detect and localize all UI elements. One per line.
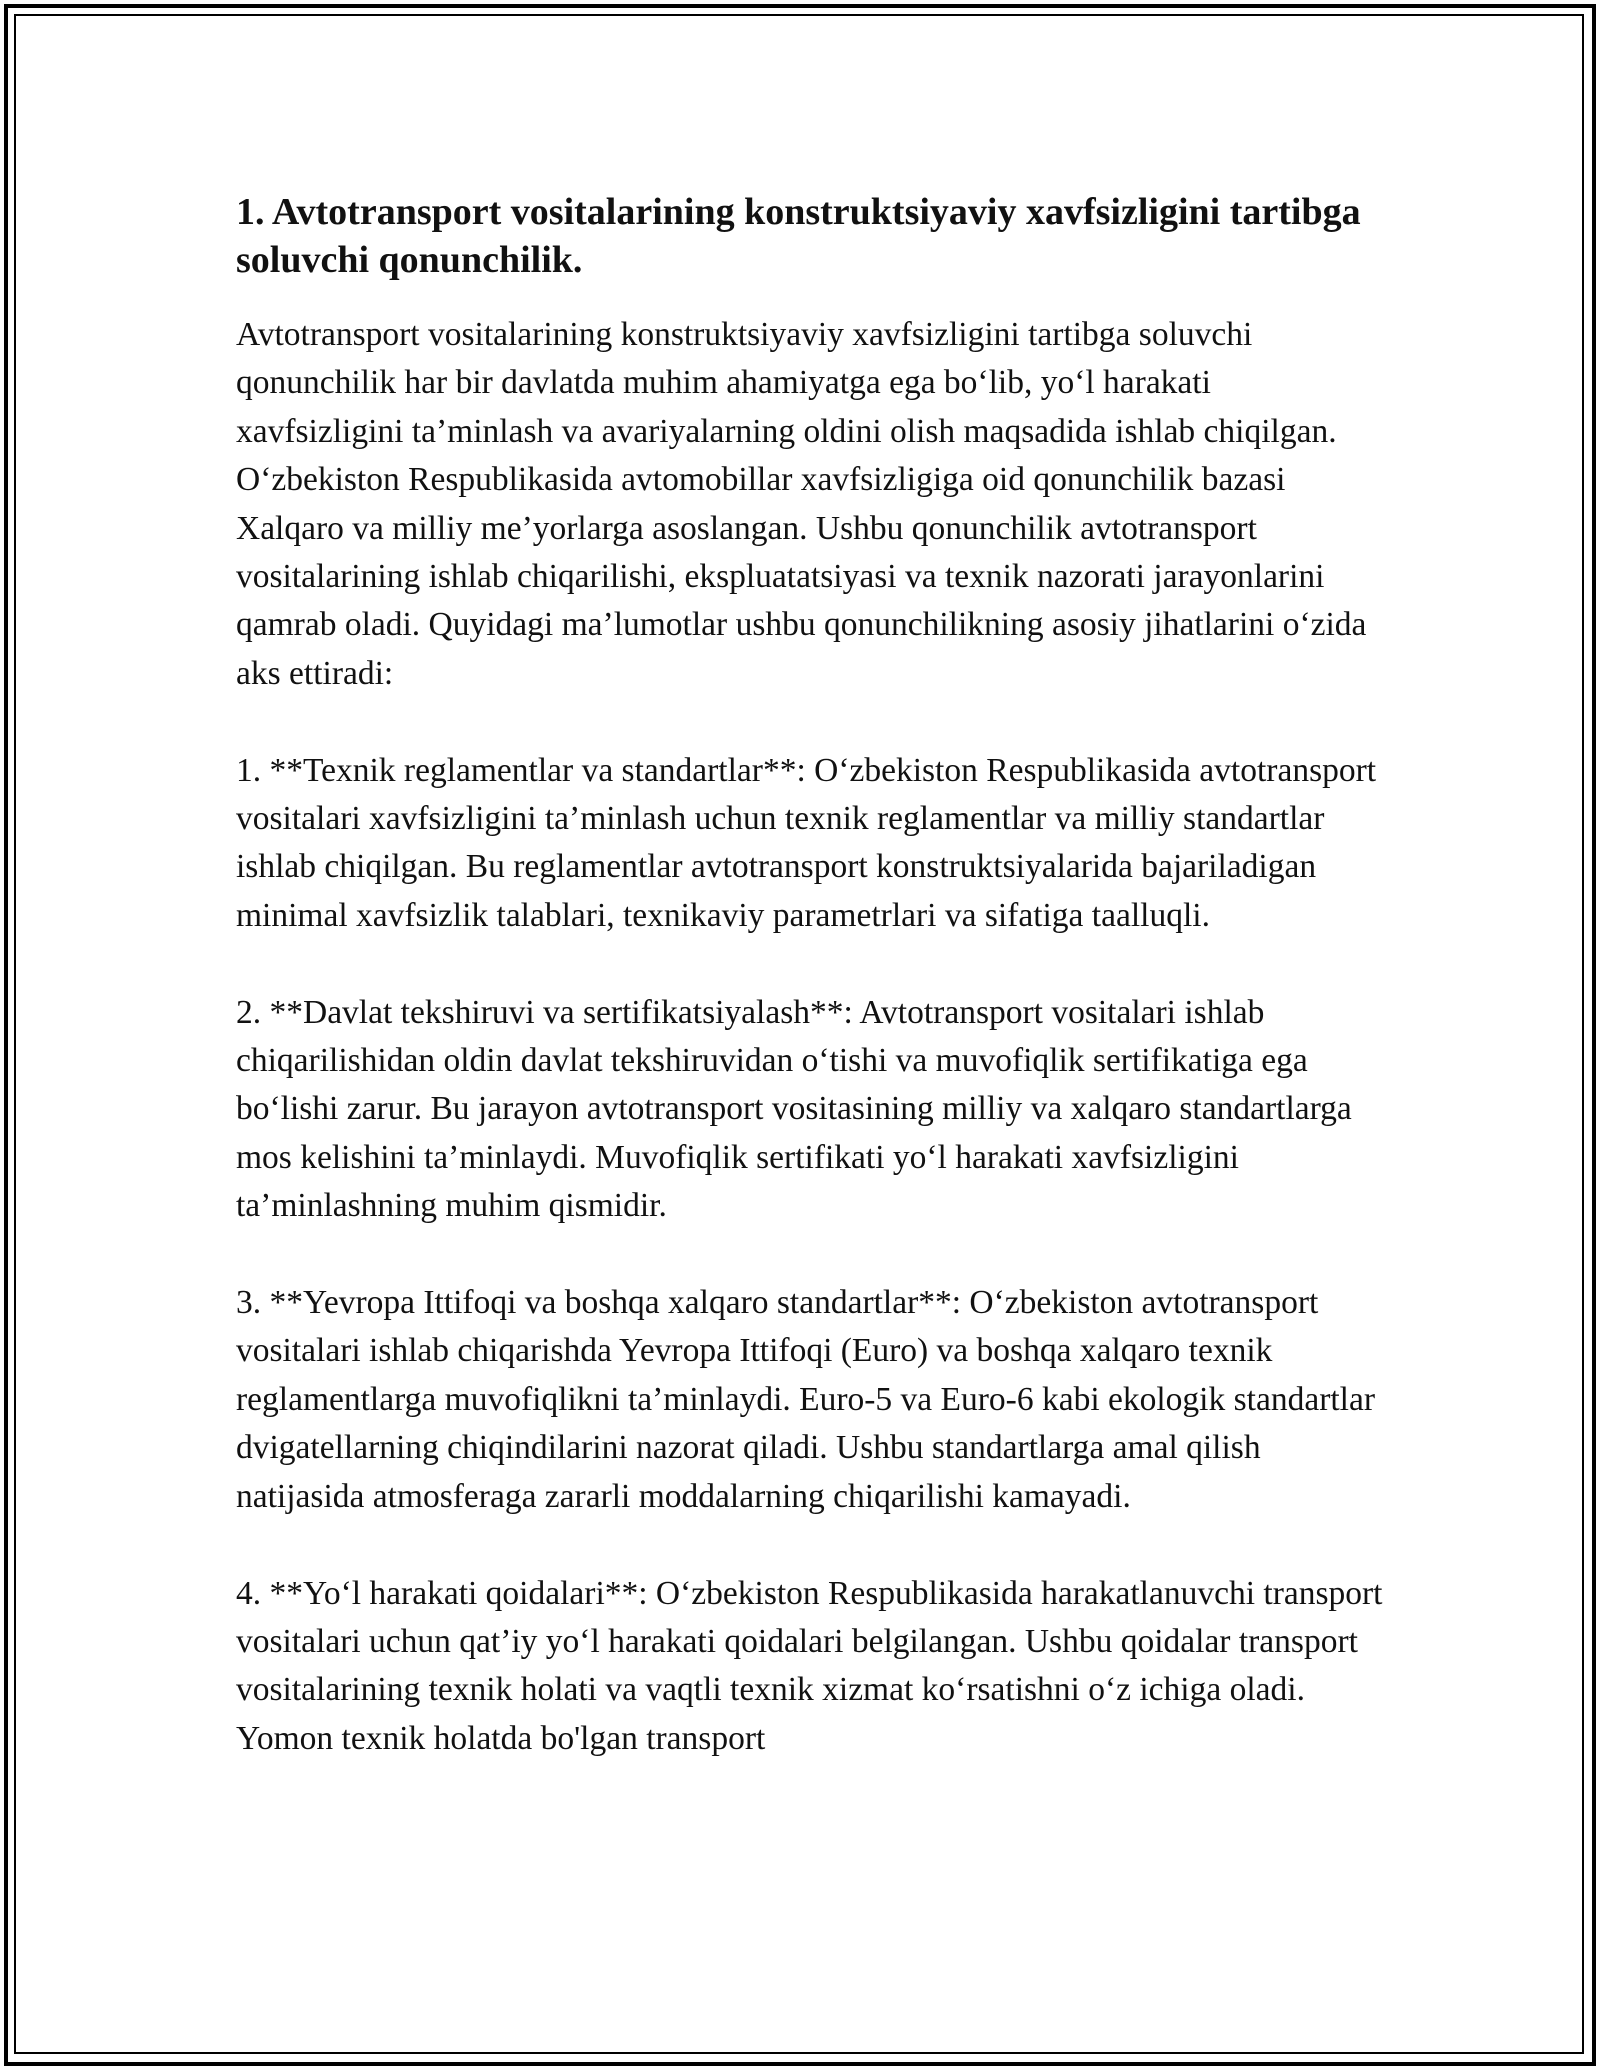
intro-paragraph: Avtotransport vositalarining konstruktsiyaviy xavfsizligini tartibga soluvchi qonunchilik har bir davlatda muhim ahamiyatga ega bo‘lib, yo‘l harakati xavfsizligini ta’minlash va avariyalarning oldini olish maqsadida ishlab chiqilgan. O‘zbekiston Respublikasida avtomobillar xavfsizligiga oid qonunchilik bazasi Xalqaro va milliy me’yorlarga asoslangan. Ushbu qonunchilik avtotransport vositalarining ishlab chiqarilishi, ekspluatatsiyasi va texnik nazorati jarayonlarini qamrab oladi. Quyidagi ma’lumotlar ushbu qonunchilikning asosiy jihatlarini o‘zida aks ettiradi:	[236, 316, 1367, 692]
list-item-traffic-rules: 4. **Yo‘l harakati qoidalari**: O‘zbekiston Respublikasida harakatlanuvchi transport vositalari uchun qat’iy yo‘l harakati qoidalari belgilangan. Ushbu qoidalar transport vositalarining texnik holati va vaqtli texnik xizmat ko‘rsatishni o‘z ichiga oladi. Yomon texnik holatda bo'lgan transport	[236, 1574, 1383, 1757]
list-item-state-inspection: 2. **Davlat tekshiruvi va sertifikatsiyalash**: Avtotransport vositalari ishlab chiqarilishidan oldin davlat tekshiruvidan o‘tishi va muvofiqlik sertifikatiga ega bo‘lishi zarur. Bu jarayon avtotransport vositasining milliy va xalqaro standartlarga mos kelishini ta’minlaydi. Muvofiqlik sertifikati yo‘l harakati xavfsizligini ta’minlashning muhim qismidir.	[236, 993, 1352, 1225]
list-item-international-standards: 3. **Yevropa Ittifoqi va boshqa xalqaro standartlar**: O‘zbekiston avtotransport vositalari ishlab chiqarishda Yevropa Ittifoqi (Euro) va boshqa xalqaro texnik reglamentlarga muvofiqlikni ta’minlaydi. Euro-5 va Euro-6 kabi ekologik standartlar dvigatellarning chiqindilarini nazorat qiladi. Ushbu standartlarga amal qilish natijasida atmosferaga zararli moddalarning chiqarilishi kamayadi.	[236, 1284, 1375, 1515]
list-item-technical-regulations: 1. **Texnik reglamentlar va standartlar**: O‘zbekiston Respublikasida avtotransport vositalari xavfsizligini ta’minlash uchun texnik reglamentlar va milliy standartlar ishlab chiqilgan. Bu reglamentlar avtotransport konstruktsiyalarida bajariladigan minimal xavfsizlik talablari, texnikaviy parametrlari va sifatiga taalluqli.	[236, 751, 1377, 934]
document-title: 1. Avtotransport vositalarining konstruktsiyaviy xavfsizligini tartibga soluvchi qonunchilik.	[236, 191, 1361, 281]
document-body	[236, 188, 1386, 1763]
